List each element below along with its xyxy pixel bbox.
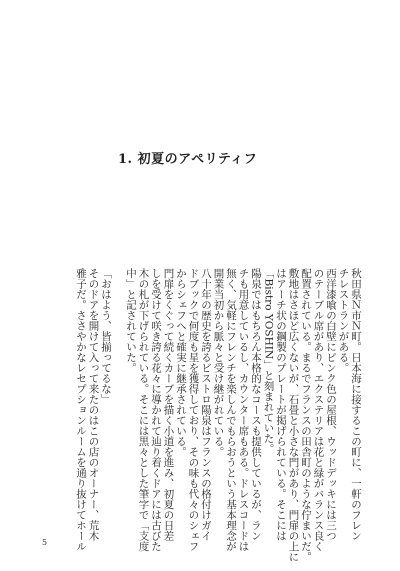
text-line: ドブックで何度も星を獲得しており、その味も代々のシェフ	[187, 268, 200, 552]
text-line: 八十年の歴史を誇るビストロ陽泉はフランスの格付けガイ	[200, 268, 212, 541]
text-line: チレストランがある。	[337, 268, 350, 373]
text-line: はアーチ状の鋼製のプレートが掲げられている。そこには	[275, 268, 287, 541]
blank-line	[112, 268, 125, 548]
text-line: のテーブル席があり、エクステリアは花と緑がバランス良く	[312, 268, 325, 552]
text-line: 中」と記されていた。	[125, 268, 137, 373]
body-text	[74, 268, 362, 562]
chapter-heading: 1. 初夏のアペリティフ	[118, 152, 258, 167]
text-line: しを受けて咲き誇る花々に導かれて辿り着くドアには古びた	[150, 268, 162, 552]
text-line: 「Bistro YOSHIN」と刻まれていた。	[262, 268, 275, 454]
text-line: 秋田県Ｎ市Ｎ町。日本海に接するこの町に、一軒のフレン	[350, 268, 362, 541]
text-line: 無く、気軽にフレンチを楽しんでもらおうという基本理念が	[225, 268, 237, 552]
text-line: 「おはよう、皆揃ってるな」	[100, 268, 112, 405]
page-number: 5	[42, 538, 48, 547]
text-line: 陽泉ではもちろん本格的なコースも提供しているが、ラン	[250, 268, 262, 541]
text-line: 敷地はさほど広くないが、石畳と小さな門があり、門扉の上に	[287, 268, 300, 562]
text-line: 木の札が下げられている。そこには黒々とした筆字で「支度	[137, 268, 150, 552]
text-line: 配置されている。まるでフランスの田舎町のような佇まいだ。	[300, 268, 312, 562]
text-line: からシェフへと確実に継承されている。	[175, 268, 187, 457]
text-line: 開業当初から脈々と受け継がれている。	[212, 268, 225, 457]
text-line: 門扉をくぐって続くカーブを描く小道を進み、初夏の日差	[162, 268, 175, 541]
text-line: チも用意しているし、カウンター席もある。ドレスコードは	[237, 268, 250, 552]
text-line: 雅子だ。ささやかなレセプションルームを通り抜けてホール	[75, 268, 87, 552]
text-line: 西洋漆喰の白壁にピンク色の屋根、ウッドデッキには三つ	[325, 268, 337, 541]
text-line: そのドアを開けて入って来たのはこの店のオーナー、荒木	[87, 268, 100, 541]
